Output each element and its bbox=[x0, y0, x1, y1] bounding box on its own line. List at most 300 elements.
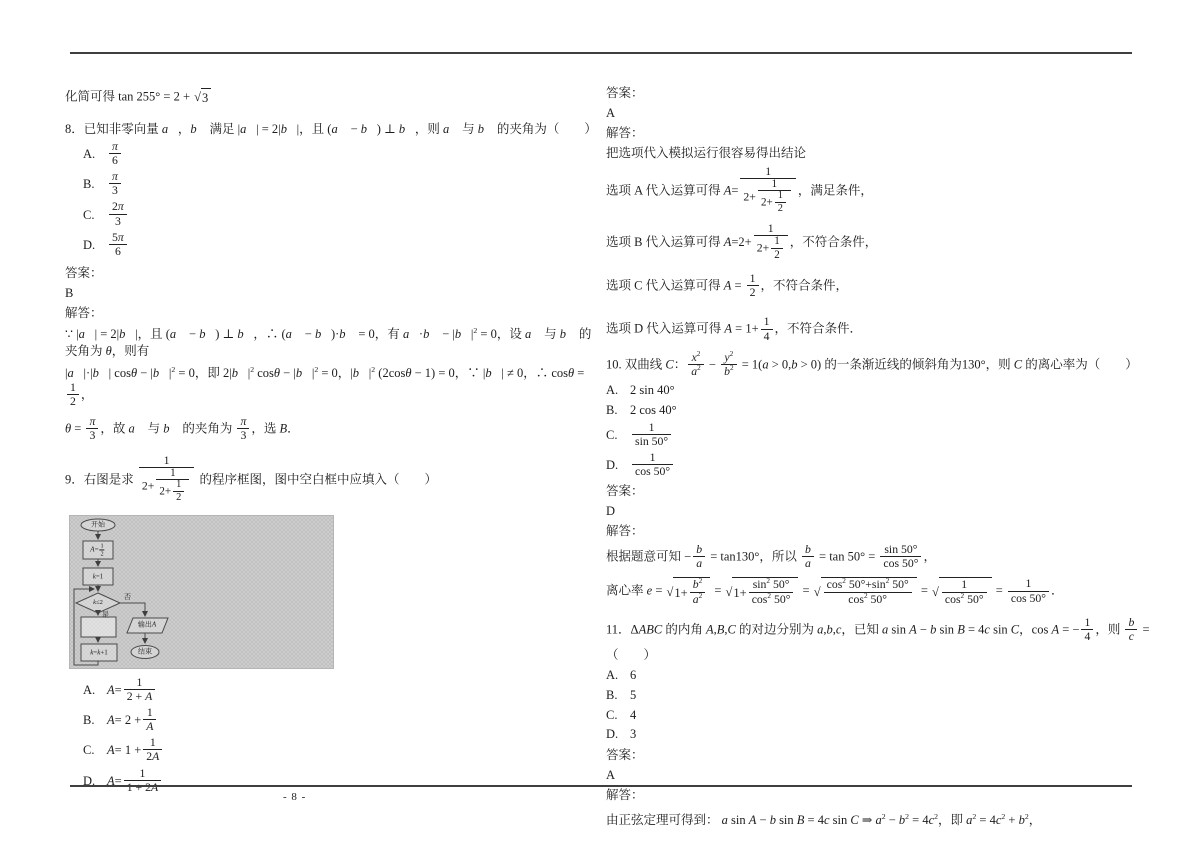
text-run: 4 bbox=[1084, 629, 1091, 643]
text-run: |，且 ( bbox=[296, 121, 332, 136]
vector-variable: b⃗ bbox=[119, 326, 136, 341]
text-run: 的对边分别为 bbox=[735, 622, 818, 637]
text-run: = bbox=[94, 545, 99, 554]
text-run: 与 bbox=[144, 421, 164, 436]
answer-value bbox=[606, 503, 1166, 520]
numerator bbox=[824, 578, 912, 592]
denominator bbox=[1125, 630, 1137, 643]
superscript: 2 bbox=[698, 577, 703, 586]
text-run: = 1+ bbox=[732, 321, 759, 336]
denominator bbox=[237, 429, 249, 442]
radical-icon: √ bbox=[666, 584, 674, 599]
text-run: 选项 B 代入运算可得 bbox=[606, 235, 724, 250]
denominator bbox=[740, 179, 795, 217]
text-run: 3 bbox=[112, 184, 118, 198]
math-variable: A bbox=[145, 689, 153, 703]
option-value bbox=[107, 737, 164, 764]
numerator bbox=[942, 578, 987, 592]
superscript: 2 bbox=[767, 591, 772, 600]
numerator bbox=[124, 676, 156, 690]
text-run: 选项 C 代入运算可得 bbox=[606, 278, 724, 293]
text-run: − bbox=[916, 622, 931, 637]
text-run: | bbox=[65, 366, 68, 381]
text-run: | bbox=[470, 326, 474, 341]
text-run: 答案： bbox=[65, 266, 103, 280]
text-run: 解答： bbox=[65, 305, 103, 320]
numerator bbox=[86, 415, 98, 429]
q8-options-d bbox=[83, 232, 600, 259]
option-letter: B. bbox=[83, 713, 95, 728]
vector-variable: b⃗ bbox=[163, 421, 180, 436]
math-variable: A bbox=[107, 682, 115, 697]
math-variable: b bbox=[696, 543, 703, 557]
text-run: 2 bbox=[749, 286, 756, 300]
text-run: 选项 D 代入运算可得 bbox=[606, 321, 725, 336]
denominator bbox=[749, 593, 794, 606]
text-run: | = 2| bbox=[94, 326, 120, 341]
text-run: 9．右图是求 bbox=[65, 472, 137, 487]
math-variable: π bbox=[89, 414, 96, 428]
math-variable: θ bbox=[130, 366, 138, 381]
text-run: sin bbox=[727, 812, 749, 827]
math-variable: A bbox=[152, 750, 160, 764]
text-run: = 0，设 bbox=[477, 326, 525, 341]
fraction bbox=[173, 479, 184, 503]
vector-variable: b⃗ bbox=[423, 326, 440, 341]
fraction bbox=[109, 231, 127, 258]
fraction bbox=[143, 706, 156, 733]
text-run: 50° bbox=[770, 578, 790, 592]
text-run: ∵ | bbox=[65, 326, 79, 341]
option-value bbox=[630, 667, 636, 684]
text-run: = bbox=[711, 583, 725, 598]
numerator bbox=[237, 415, 249, 429]
math-variable: a bbox=[882, 622, 889, 637]
fraction bbox=[688, 351, 704, 378]
math-variable: B bbox=[279, 421, 288, 436]
text-run: ，选 bbox=[251, 421, 280, 436]
q11-stem-paren bbox=[606, 647, 1166, 664]
text-run: 1 bbox=[146, 705, 153, 719]
text-run: A bbox=[606, 768, 616, 783]
numerator bbox=[143, 736, 162, 750]
math-variable: b bbox=[826, 622, 833, 637]
option-letter: B. bbox=[83, 177, 95, 192]
text-run: 开始 bbox=[91, 520, 105, 529]
text-run: 1 bbox=[961, 578, 968, 592]
text-run: 6 bbox=[630, 667, 637, 682]
superscript: 2 bbox=[729, 363, 734, 372]
text-run: − 1) = 0，∵ | bbox=[411, 366, 486, 381]
text-run: D bbox=[606, 504, 616, 519]
option-value bbox=[630, 422, 673, 449]
math-variable: a bbox=[691, 364, 698, 378]
text-run: = bbox=[731, 183, 739, 198]
q8-options-a bbox=[83, 141, 600, 168]
numerator bbox=[100, 542, 105, 550]
text-run: ，∴ ( bbox=[253, 326, 286, 341]
numerator bbox=[1081, 616, 1093, 630]
text-run: cos 50° bbox=[635, 465, 671, 479]
numerator bbox=[173, 479, 184, 492]
text-run: = 0，| bbox=[318, 366, 353, 381]
text-run: 2 bbox=[777, 202, 783, 214]
text-run: 1 bbox=[765, 164, 772, 178]
q10-solution-line2 bbox=[606, 577, 1166, 606]
text-run: 1 bbox=[149, 736, 156, 750]
fraction bbox=[139, 454, 194, 506]
math-variable: θ bbox=[105, 343, 112, 358]
math-variable: b bbox=[1128, 615, 1135, 629]
text-run: )· bbox=[330, 326, 340, 341]
fraction bbox=[880, 543, 921, 570]
vector-variable: b⃗ bbox=[190, 121, 207, 136]
q9-stem bbox=[65, 455, 600, 507]
text-run: 的夹角为（ ） bbox=[493, 121, 597, 136]
text-run: = bbox=[71, 421, 85, 436]
superscript: 2 bbox=[697, 363, 701, 372]
text-run: (2cos bbox=[375, 366, 406, 381]
fraction bbox=[100, 542, 105, 557]
q9-options-a bbox=[83, 677, 600, 704]
q11-options-c bbox=[606, 707, 1166, 724]
text-run: 离心率 bbox=[606, 583, 647, 598]
math-variable: b bbox=[769, 812, 776, 827]
numerator bbox=[690, 578, 706, 592]
math-variable: C bbox=[1013, 357, 1023, 372]
text-run: 2+ bbox=[159, 486, 172, 499]
math-variable: k bbox=[92, 572, 96, 581]
text-run: = bbox=[114, 773, 122, 788]
text-run: B bbox=[65, 285, 74, 300]
fraction bbox=[693, 543, 705, 570]
footer-rule bbox=[70, 785, 1132, 787]
radical-icon: √ bbox=[813, 584, 821, 599]
text-run: （ ） bbox=[606, 647, 657, 662]
q8-options-b bbox=[83, 171, 600, 198]
text-run: ，满足条件， bbox=[797, 183, 873, 198]
text-run: 11．Δ bbox=[606, 622, 639, 637]
text-run: 1 bbox=[176, 479, 182, 491]
text-run: +1 bbox=[100, 648, 108, 657]
q9-options bbox=[65, 677, 600, 795]
square-root bbox=[932, 577, 992, 606]
text-run: = bbox=[114, 682, 122, 697]
math-variable: a bbox=[762, 357, 769, 372]
explain-label bbox=[65, 305, 600, 322]
denominator bbox=[824, 593, 912, 606]
text-run: 否 bbox=[124, 592, 131, 601]
text-run: 的内角 bbox=[662, 622, 706, 637]
flowchart-start-label bbox=[91, 521, 105, 528]
option-letter: C. bbox=[606, 707, 618, 722]
denominator bbox=[775, 203, 786, 215]
vector-variable: b⃗ bbox=[485, 366, 502, 381]
denominator bbox=[109, 245, 127, 258]
option-value bbox=[107, 707, 158, 734]
text-run: 2 + bbox=[126, 689, 146, 703]
fraction bbox=[124, 676, 156, 703]
option-letter: D. bbox=[83, 773, 96, 788]
text-run: ． bbox=[287, 421, 300, 436]
text-run: cos bbox=[848, 592, 864, 606]
numerator bbox=[632, 451, 673, 465]
option-letter: D. bbox=[83, 237, 96, 252]
math-variable: θ bbox=[405, 366, 412, 381]
text-run: cos bbox=[751, 592, 768, 606]
option-letter: D. bbox=[606, 727, 619, 742]
text-run: = bbox=[799, 583, 813, 598]
superscript: 2 bbox=[473, 325, 478, 335]
vector-variable: b⃗ bbox=[295, 366, 312, 381]
text-run: , bbox=[832, 622, 836, 637]
superscript: 2 bbox=[371, 365, 376, 375]
math-variable: π bbox=[117, 200, 124, 214]
text-run: 1 bbox=[749, 272, 756, 286]
text-run: | bbox=[368, 366, 372, 381]
text-run: cos 50° bbox=[883, 557, 919, 571]
denominator bbox=[1008, 592, 1049, 605]
math-variable: ABC bbox=[638, 622, 663, 637]
fraction bbox=[109, 170, 121, 197]
left-column bbox=[65, 84, 600, 798]
math-variable: e bbox=[646, 583, 653, 598]
text-run: ，则有 bbox=[111, 343, 150, 358]
math-variable: c bbox=[1128, 629, 1134, 643]
math-variable: b bbox=[805, 543, 811, 557]
math-variable: a bbox=[721, 812, 728, 827]
denominator bbox=[693, 557, 705, 570]
option-value bbox=[107, 201, 129, 228]
text-run: 50° bbox=[867, 592, 887, 606]
text-run: 1 + 2 bbox=[126, 780, 151, 794]
vector-variable: b⃗ bbox=[152, 366, 169, 381]
option-value bbox=[107, 232, 129, 259]
text-run: 2 bbox=[176, 492, 182, 503]
superscript: 2 bbox=[1024, 811, 1029, 821]
denominator bbox=[802, 557, 814, 570]
text-run: ) ⊥ bbox=[215, 326, 238, 341]
text-run: 1+ bbox=[733, 585, 747, 600]
explain-label bbox=[606, 787, 1166, 804]
text-run: 2 bbox=[146, 750, 153, 764]
superscript: 2 bbox=[885, 577, 890, 586]
q9-check-c bbox=[606, 273, 1166, 300]
math-variable: A bbox=[724, 321, 733, 336]
option-value bbox=[630, 687, 636, 704]
math-variable: A bbox=[107, 713, 115, 728]
text-run: 根据题意可知 − bbox=[606, 549, 692, 564]
denominator bbox=[1081, 630, 1093, 643]
text-run: = 4 bbox=[909, 812, 929, 827]
text-run: − | bbox=[137, 366, 153, 381]
denominator bbox=[67, 395, 79, 408]
fraction bbox=[1081, 616, 1093, 643]
text-run: 3 bbox=[240, 428, 247, 442]
text-run: 解答： bbox=[606, 125, 644, 140]
flowchart-no-branch-label bbox=[124, 594, 131, 601]
denominator bbox=[109, 184, 121, 197]
text-run: 5 bbox=[112, 230, 118, 244]
text-run: 2 cos 40° bbox=[630, 402, 677, 417]
denominator bbox=[771, 249, 783, 261]
text-run: 1 bbox=[771, 177, 778, 190]
vector-variable: a⃗ bbox=[240, 121, 257, 136]
q8-solution-line1 bbox=[65, 326, 600, 360]
superscript: 2 bbox=[729, 349, 734, 358]
denominator bbox=[100, 550, 105, 557]
option-letter: A. bbox=[83, 146, 96, 161]
vector-variable: b⃗ bbox=[199, 326, 216, 341]
fraction bbox=[632, 421, 671, 448]
text-run: − | bbox=[439, 326, 455, 341]
math-variable: a bbox=[966, 812, 973, 827]
numerator bbox=[740, 165, 795, 179]
math-variable: a bbox=[692, 592, 699, 606]
vector-variable: a⃗ bbox=[67, 366, 84, 381]
flowchart-blank-node bbox=[81, 617, 116, 637]
fraction bbox=[942, 578, 987, 605]
text-run: ， bbox=[177, 121, 191, 136]
vector-variable: b⃗ bbox=[477, 121, 494, 136]
denominator bbox=[139, 468, 194, 506]
text-run: ) ⊥ bbox=[376, 121, 399, 136]
math-variable: π bbox=[240, 414, 247, 428]
fraction bbox=[749, 578, 794, 605]
text-run: 50° bbox=[771, 592, 791, 606]
text-run: ，不符合条件． bbox=[774, 321, 863, 336]
superscript: 2 bbox=[863, 591, 868, 600]
text-run: cos bbox=[254, 366, 274, 381]
radical-icon: √ bbox=[725, 584, 733, 599]
text-run: 1 bbox=[100, 542, 104, 550]
q9-options-b bbox=[83, 707, 600, 734]
fraction bbox=[771, 235, 783, 261]
text-run: 2 bbox=[112, 200, 118, 214]
explain-label bbox=[606, 523, 1166, 540]
flowchart-end-label bbox=[138, 648, 152, 655]
option-value bbox=[630, 382, 675, 399]
fraction bbox=[1125, 616, 1137, 643]
text-run: sin 50° bbox=[884, 543, 918, 557]
flowchart-yes-branch-label bbox=[102, 611, 109, 618]
text-run: 满足 | bbox=[206, 121, 241, 136]
text-run: | ≠ 0，∴ cos bbox=[501, 366, 569, 381]
text-run: 50°+sin bbox=[845, 578, 886, 592]
fraction bbox=[124, 767, 161, 794]
text-run: = 4 bbox=[964, 622, 985, 637]
text-run: | cos bbox=[108, 366, 131, 381]
text-run: − bbox=[756, 812, 770, 827]
vector-variable: a⃗ bbox=[78, 326, 95, 341]
superscript: 2 bbox=[766, 577, 771, 586]
text-run: 与 bbox=[540, 326, 560, 341]
text-run: = bbox=[917, 583, 931, 598]
text-run: − bbox=[301, 326, 315, 341]
superscript: 2 bbox=[960, 591, 965, 600]
q10-options-c bbox=[606, 422, 1166, 449]
text-run: = 0，即 2| bbox=[175, 366, 232, 381]
math-variable: x bbox=[691, 350, 697, 364]
text-run: − bbox=[185, 326, 200, 341]
superscript: 2 bbox=[1001, 811, 1006, 821]
text-run: 化简可得 tan 255° = 2 + bbox=[65, 89, 194, 104]
text-run: 1 bbox=[648, 420, 655, 434]
superscript: 2 bbox=[905, 811, 910, 821]
fraction bbox=[632, 451, 673, 478]
vector-variable: a⃗ bbox=[161, 121, 178, 136]
math-variable: A bbox=[107, 773, 115, 788]
numerator bbox=[156, 467, 189, 480]
superscript: 2 bbox=[842, 577, 846, 586]
fraction bbox=[156, 467, 189, 505]
radicand bbox=[201, 88, 211, 107]
fraction bbox=[86, 415, 98, 442]
math-variable: C bbox=[1010, 622, 1020, 637]
vector-variable: b⃗ bbox=[360, 121, 377, 136]
q10-options-b bbox=[606, 402, 1166, 419]
text-run: 是 bbox=[102, 610, 109, 619]
option-letter: C. bbox=[83, 743, 95, 758]
text-run: − bbox=[705, 357, 720, 372]
math-variable: π bbox=[117, 230, 124, 244]
vector-variable: a⃗ bbox=[169, 326, 186, 341]
q9-check-a bbox=[606, 166, 1166, 218]
math-variable: B bbox=[957, 622, 965, 637]
text-run: 3 bbox=[202, 91, 209, 105]
text-run: ，则 bbox=[1095, 622, 1124, 637]
text-run: ． bbox=[1050, 583, 1064, 598]
text-run: > 0) 的一条渐近线的倾斜角为130°，则 bbox=[797, 357, 1014, 372]
vector-variable: b⃗ bbox=[339, 326, 356, 341]
option-letter: A. bbox=[83, 682, 96, 697]
text-run: = 2 + bbox=[114, 713, 142, 728]
text-run: 1 bbox=[139, 766, 146, 780]
text-run: sin bbox=[775, 812, 797, 827]
text-run: | bbox=[247, 366, 251, 381]
answer-label bbox=[606, 85, 1166, 102]
text-run: 1 bbox=[1084, 615, 1091, 629]
numerator bbox=[771, 235, 783, 248]
math-variable: θ bbox=[65, 421, 72, 436]
text-run: + bbox=[1005, 812, 1019, 827]
denominator bbox=[632, 465, 673, 478]
vector-variable: a⃗ bbox=[443, 121, 460, 136]
fraction bbox=[824, 578, 912, 605]
text-run: 的程序框图，图中空白框中应填入（ ） bbox=[196, 472, 437, 487]
text-run: 1+ bbox=[674, 585, 688, 600]
math-variable: A bbox=[1051, 622, 1060, 637]
math-variable: C bbox=[850, 812, 859, 827]
radical-icon: √ bbox=[194, 90, 201, 104]
option-letter: C. bbox=[606, 428, 618, 443]
vector-variable: b⃗ bbox=[280, 121, 297, 136]
denominator bbox=[143, 750, 162, 763]
text-run: 的离心率为（ ） bbox=[1022, 357, 1138, 372]
math-variable: B bbox=[796, 812, 805, 827]
numerator bbox=[109, 170, 121, 184]
denominator bbox=[690, 593, 706, 606]
option-letter: C. bbox=[83, 207, 95, 222]
superscript: 2 bbox=[934, 811, 939, 821]
text-run: 把选项代入模拟运行很容易得出结论 bbox=[606, 145, 807, 160]
vector-variable: a⃗ bbox=[331, 121, 348, 136]
text-run: = bbox=[652, 583, 666, 598]
text-run: = bbox=[1139, 622, 1150, 637]
vector-variable: b⃗ bbox=[231, 366, 248, 381]
numerator bbox=[761, 315, 773, 329]
text-run: = 4 bbox=[804, 812, 824, 827]
